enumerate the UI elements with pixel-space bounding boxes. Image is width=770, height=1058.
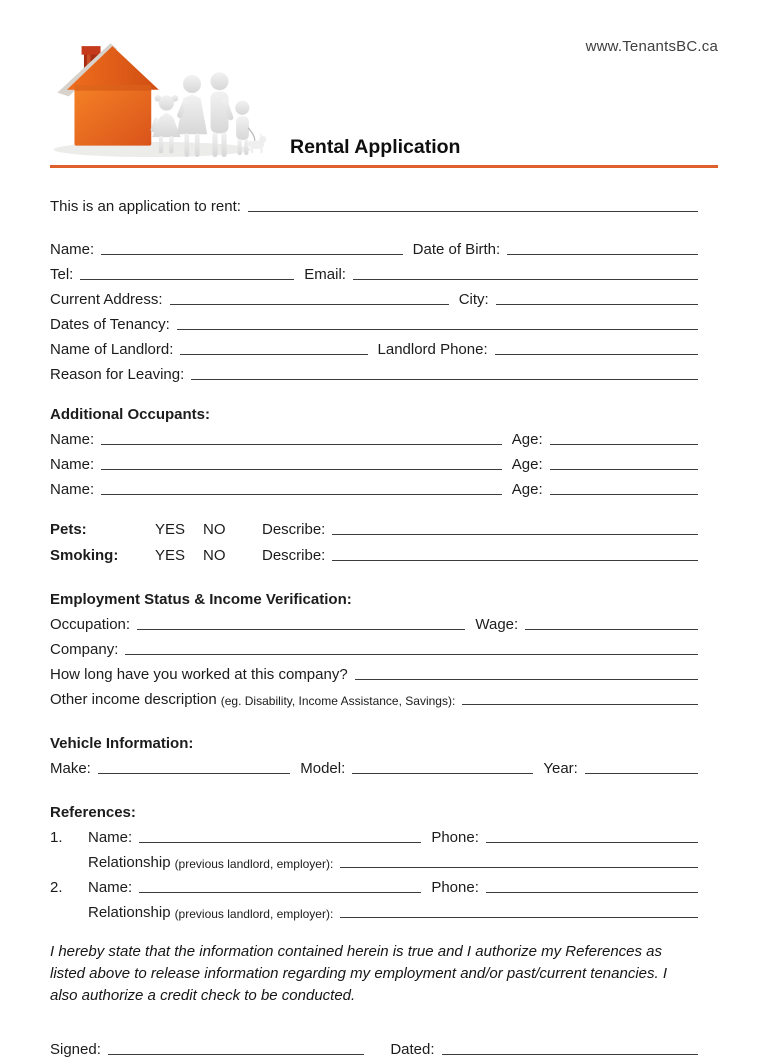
wage-field[interactable]: [525, 616, 698, 630]
smoking-describe-label: Describe:: [262, 547, 326, 564]
email-label: Email:: [304, 266, 346, 283]
pets-yes-option[interactable]: YES: [155, 521, 186, 538]
city-label: City:: [458, 291, 489, 308]
email-field[interactable]: [353, 266, 698, 280]
reference-2-name-field[interactable]: [139, 879, 421, 893]
house-body: [74, 85, 151, 146]
tel-field[interactable]: [80, 266, 294, 280]
name-label: Name:: [50, 241, 95, 258]
dob-label: Date of Birth:: [412, 241, 501, 258]
tenancy-row: [50, 308, 698, 333]
address-city-row: [50, 283, 698, 308]
rent-row: [50, 190, 698, 215]
pets-label: Pets:: [50, 521, 87, 538]
occupant-row: [50, 448, 698, 473]
smoking-yes-option[interactable]: YES: [155, 547, 186, 564]
other-income-note: (eg. Disability, Income Assistance, Savings):: [220, 694, 456, 708]
model-label: Model:: [300, 760, 346, 777]
occupant-name-label: Name:: [50, 481, 95, 498]
pets-describe-field[interactable]: [332, 521, 698, 535]
pets-row: [50, 512, 698, 538]
company-row: [50, 633, 698, 658]
landlord-label: Name of Landlord:: [50, 341, 174, 358]
reference-1-phone-field[interactable]: [486, 829, 698, 843]
vehicle-make-field[interactable]: [98, 760, 290, 774]
employment-duration-row: [50, 658, 698, 683]
rent-label: This is an application to rent:: [50, 198, 241, 215]
reference-1-number: 1.: [50, 829, 63, 846]
reference-phone-label: Phone:: [431, 879, 479, 896]
other-income-label: Other income description: [50, 691, 217, 708]
occupation-wage-row: [50, 608, 698, 633]
house-family-illustration: [46, 30, 266, 158]
vehicle-year-field[interactable]: [585, 760, 698, 774]
reason-row: [50, 358, 698, 383]
reason-label: Reason for Leaving:: [50, 366, 185, 383]
reference-phone-label: Phone:: [431, 829, 479, 846]
occupant-1-name-field[interactable]: [101, 431, 502, 445]
smoking-describe-field[interactable]: [332, 547, 698, 561]
landlord-phone-field[interactable]: [495, 341, 698, 355]
tenancy-dates-field[interactable]: [177, 316, 698, 330]
landlord-phone-label: Landlord Phone:: [377, 341, 488, 358]
occupant-name-label: Name:: [50, 431, 95, 448]
occupant-2-name-field[interactable]: [101, 456, 502, 470]
employment-heading: Employment Status & Income Verification:: [50, 591, 352, 608]
employment-duration-label: How long have you worked at this company?: [50, 666, 348, 683]
occupant-name-label: Name:: [50, 456, 95, 473]
rent-property-field[interactable]: [248, 198, 698, 212]
dated-label: Dated:: [390, 1041, 435, 1058]
pets-no-option[interactable]: NO: [203, 521, 226, 538]
roof: [67, 46, 159, 90]
tel-email-row: [50, 258, 698, 283]
signature-field[interactable]: [108, 1041, 364, 1055]
occupant-1-age-field[interactable]: [550, 431, 698, 445]
declaration-text: I hereby state that the information contained herein is true and I authorize my References as listed above to release information regarding my employment and/or past/current tenancies. I also authorize a credit check to be conducted.: [50, 943, 667, 1004]
address-label: Current Address:: [50, 291, 163, 308]
city-field[interactable]: [496, 291, 698, 305]
smoking-label: Smoking:: [50, 547, 119, 564]
reference-1-relationship-row: [50, 846, 698, 871]
leash: [248, 128, 255, 141]
current-address-field[interactable]: [170, 291, 449, 305]
header-divider: [50, 165, 718, 168]
signed-label: Signed:: [50, 1041, 101, 1058]
occupant-age-label: Age:: [511, 456, 543, 473]
vehicle-heading: Vehicle Information:: [50, 735, 194, 752]
tel-label: Tel:: [50, 266, 74, 283]
occupant-age-label: Age:: [511, 481, 543, 498]
other-income-field[interactable]: [462, 691, 698, 705]
landlord-name-field[interactable]: [180, 341, 367, 355]
reference-1-name-field[interactable]: [139, 829, 421, 843]
website-link[interactable]: www.TenantsBC.ca: [585, 38, 718, 55]
page-title: Rental Application: [290, 136, 461, 158]
man-figure: [211, 72, 235, 157]
company-label: Company:: [50, 641, 119, 658]
relationship-note: (previous landlord, employer):: [174, 857, 334, 871]
smoking-row: [50, 538, 698, 564]
application-form: [50, 190, 718, 1058]
relationship-label: Relationship: [88, 854, 171, 871]
reference-1-row: [50, 821, 698, 846]
reference-name-label: Name:: [88, 829, 133, 846]
occupation-label: Occupation:: [50, 616, 131, 633]
relationship-note: (previous landlord, employer):: [174, 907, 334, 921]
other-income-row: [50, 683, 698, 708]
reference-2-phone-field[interactable]: [486, 879, 698, 893]
smoking-no-option[interactable]: NO: [203, 547, 226, 564]
dob-field[interactable]: [507, 241, 698, 255]
reference-2-relationship-field[interactable]: [340, 904, 698, 918]
tenancy-label: Dates of Tenancy:: [50, 316, 170, 333]
header: [50, 30, 718, 163]
vehicle-row: [50, 752, 698, 777]
house-family-logo: [46, 30, 266, 158]
wage-label: Wage:: [475, 616, 519, 633]
name-dob-row: [50, 233, 698, 258]
occupant-3-age-field[interactable]: [550, 481, 698, 495]
pets-describe-label: Describe:: [262, 521, 326, 538]
reference-2-relationship-row: [50, 896, 698, 921]
references-heading: References:: [50, 804, 136, 821]
landlord-row: [50, 333, 698, 358]
reference-name-label: Name:: [88, 879, 133, 896]
make-label: Make:: [50, 760, 91, 777]
reference-1-relationship-field[interactable]: [340, 854, 698, 868]
signature-row: [50, 1033, 698, 1058]
occupant-row: [50, 423, 698, 448]
occupant-age-label: Age:: [511, 431, 543, 448]
reference-2-row: [50, 871, 698, 896]
applicant-name-field[interactable]: [101, 241, 402, 255]
year-label: Year:: [543, 760, 578, 777]
occupant-3-name-field[interactable]: [101, 481, 502, 495]
employment-duration-field[interactable]: [355, 666, 698, 680]
reference-2-number: 2.: [50, 879, 63, 896]
leaving-reason-field[interactable]: [191, 366, 698, 380]
occupant-2-age-field[interactable]: [550, 456, 698, 470]
company-field[interactable]: [125, 641, 698, 655]
date-field[interactable]: [442, 1041, 698, 1055]
vehicle-model-field[interactable]: [352, 760, 533, 774]
occupation-field[interactable]: [137, 616, 465, 630]
occupant-row: [50, 473, 698, 498]
occupants-heading: Additional Occupants:: [50, 406, 211, 423]
relationship-label: Relationship: [88, 904, 171, 921]
